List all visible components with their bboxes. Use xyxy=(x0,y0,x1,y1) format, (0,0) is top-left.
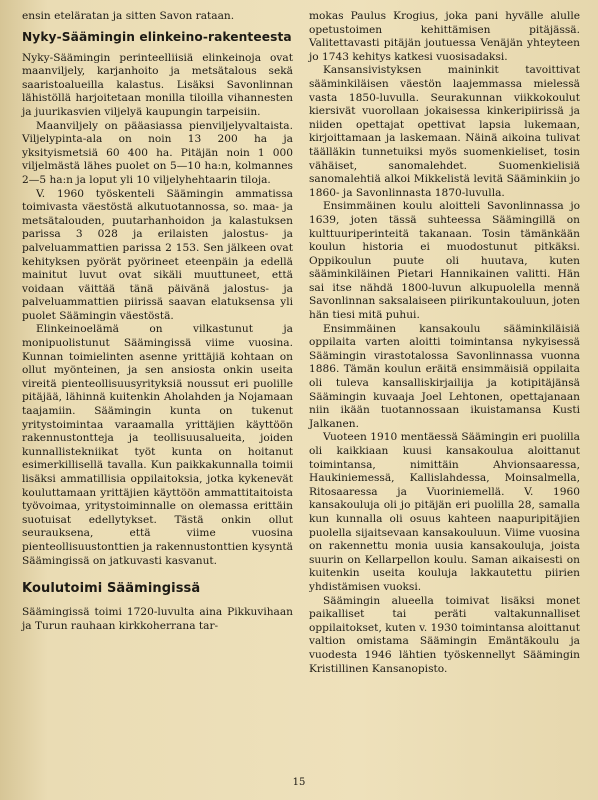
right-column xyxy=(309,10,580,676)
paragraph: Kansansivistyksen maininkit tavoittivat sääminkiläisen väestön laajemmassa mielessä vasta 1850-luvulla. Seurakunnan viikkokoulut kiersivät vuorollaan jokaisessa kinkeripiirissä ja niiden opettajat opettivat lapsia lukemaan, kirjoittamaan ja laskemaan. Näinä aikoina tulivat täälläkin tunnetuiksi myös suomenkieliset, tosin vähäiset, sanomalehdet. Suomenkielisiä sanomalehtiä alkoi Mikkelistä levitä Sääminkiin jo 1860- ja Savonlinnasta 1870-luvulla. xyxy=(309,64,580,199)
intro-line: ensin eteläratan ja sitten Savon rataan. xyxy=(22,10,235,22)
paragraph: V. 1960 työskenteli Säämingin ammatissa toimivasta väestöstä alkutuotannossa, so. maa- ja metsätalouden, puutarhanhoidon ja kalastuksen parissa 3 028 ja erilaisten jalostus- ja palveluammattien parissa 2 153. Sen jälkeen ovat kehityksen pyörät pyörineet eteenpäin ja edellä mainitut luvut ovat sikäli muuttuneet, että voidaan väittää tänä päivänä jalostus- ja palveluammattien piirissä saavan elatuksensa yli puolet Säämingin väestöstä. xyxy=(22,187,293,322)
paragraph: Ensimmäinen koulu aloitteli Savonlinnassa jo 1639, joten tässä suhteessa Säämingillä on kulttuuriperinteitä takanaan. Tosin tämänkään koulun historia ei muodostunut pitkäksi. Oppikoulun puute oli huutava, kuten sääminkiläinen Pietari Hannikainen valitti. Hän sai itse nähdä 1800-luvun alkupuolella mennä Savonlinnan saksalaiseen piirikuntakouluun, joten hän tiesi mitä puhui. xyxy=(309,200,580,322)
left-column xyxy=(22,10,293,676)
text-columns xyxy=(22,10,584,676)
paragraph: Maanviljely on pääasiassa pienviljelyvaltaista. Viljelypinta-ala on noin 13 200 ha ja yksityismetsiä 60 400 ha. Pitäjän noin 1 000 viljelmästä lähes puolet on 5—10 ha:n, kolmannes 2—5 ha:n ja loput yli 10 viljelyhehtaarin tiloja. xyxy=(22,119,293,186)
section-heading-koulutoimi: Koulutoimi Säämingissä xyxy=(22,581,201,597)
paragraph: mokas Paulus Krogius, joka pani hyvälle alulle opetustoimen kehittämisen pitäjässä. Valitettavasti pitäjän joutuessa Venäjän yhteyteen jo 1743 kehitys katkesi vuosisadaksi. xyxy=(309,10,580,63)
paragraph: Säämingissä toimi 1720-luvulta aina Pikkuvihaan ja Turun rauhaan kirkkoherrana tar- xyxy=(22,606,293,632)
page-number: 15 xyxy=(292,777,306,788)
paragraph: Vuoteen 1910 mentäessä Säämingin eri puolilla oli kaikkiaan kuusi kansakoulua aloittanut toimintansa, nimittäin Ahvionsaaressa, Haukiniemessä, Kallislahdessa, Moinsalmella, Ritosaaressa ja Vuoriniemellä. V. 1960 kansakouluja oli jo pitäjän eri puolilla 28, samalla kun kunnalla oli osuus kahteen naapuripitäjien puolella sijaitsevaan kansakouluun. Viime vuosina on rakennettu monia uusia kansakouluja, joista suurin on Kellarpellon koulu. Saman aikaisesti on kuitenkin useita kouluja lakkautettu piirien yhdistämisen vuoksi. xyxy=(309,431,580,593)
section-heading-elinkeino: Nyky-Säämingin elinkeino-rakenteesta xyxy=(22,29,292,44)
paragraph: Säämingin alueella toimivat lisäksi monet paikalliset tai peräti valtakunnalliset oppilaitokset, kuten v. 1930 toimintansa aloittanut valtion omistama Säämingin Emäntäkoulu ja vuodesta 1946 lähtien työskennellyt Säämingin Kristillinen Kansanopisto. xyxy=(309,594,580,675)
paragraph: Elinkeinoelämä on vilkastunut ja monipuolistunut Säämingissä viime vuosina. Kunnan toimielinten asenne yrittäjiä kohtaan on ollut myönteinen, ja sen ansiosta onkin useita vireitä pienteollisuusyrityksiä noussut eri puolille pitäjää, lähinnä kuitenkin Aholahden ja Nojamaan taajamiin. Säämingin kunta on tukenut yritystoimintaa varaamalla yrittäjien käyttöön rakennustontteja ja teollisuusalueita, joiden kunnallistekniikat työt kunta on hoitanut esimerkillisellä tavalla. Kun paikkakunnalla toimii lisäksi ammatillisia oppilaitoksia, jotka kykenevät kouluttamaan yrittäjien käyttöön ammattitaitoista työvoimaa, yritystoiminnalle on olemassa erittäin suotuisat edellytykset. Tästä onkin ollut seurauksena, että viime vuosina pienteollisuustonttien ja rakennustonttien kysyntä Säämingissä on jatkuvasti kasvanut. xyxy=(22,323,293,567)
paragraph: Nyky-Säämingin perinteelliisiä elinkeinoja ovat maanviljely, karjanhoito ja metsätalous sekä saaristoalueilla kalastus. Lisäksi Savonlinnan lähistöllä harjoitetaan monilla tiloilla vihannesten ja juurikasvien viljelyä kaupungin tarpeisiin. xyxy=(22,51,293,118)
paragraph: Ensimmäinen kansakoulu sääminkiläisiä oppilaita varten aloitti toimintansa nykyisessä Säämingin virastotalossa Savonlinnassa vuonna 1886. Tämän koulun eräitä ensimmäisiä oppilaita oli tuleva kansalliskirjailija ja kotipitäjänsä Säämingin kuvaaja Joel Lehtonen, opettajanaan niin ikään tuotannossaan ikuistamansa Kusti Jalkanen. xyxy=(309,322,580,430)
